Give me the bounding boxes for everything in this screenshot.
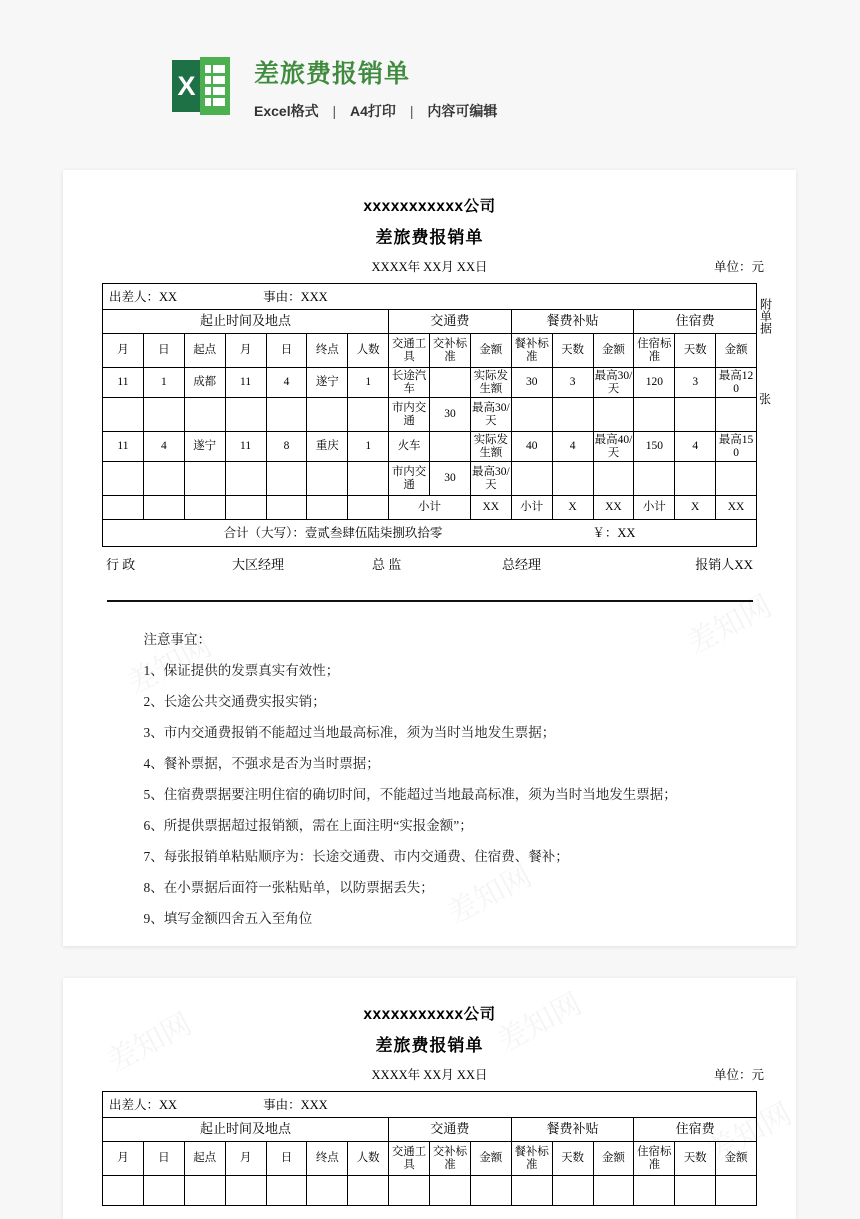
cell[interactable] xyxy=(225,462,266,496)
cell[interactable] xyxy=(184,398,225,432)
subtotal-lodging-label: 小计 xyxy=(634,496,675,520)
reason-label: 事由：XXX xyxy=(263,289,328,304)
cell[interactable] xyxy=(511,1176,552,1206)
cell[interactable]: 最高30/天 xyxy=(593,368,634,398)
col-end-month: 月 xyxy=(225,334,266,368)
cell[interactable]: 实际发生额 xyxy=(470,368,511,398)
cell[interactable]: 1 xyxy=(348,432,389,462)
note-item: 6、所提供票据超过报销额，需在上面注明“实报金额”； xyxy=(143,818,473,833)
notes-title: 注意事宜： xyxy=(143,632,211,647)
note-item: 7、每张报销单粘贴顺序为：长途交通费、市内交通费、住宿费、餐补； xyxy=(143,849,569,864)
cell[interactable] xyxy=(307,462,348,496)
col-meal-days: 天数 xyxy=(552,1142,593,1176)
cell[interactable] xyxy=(348,398,389,432)
cell[interactable] xyxy=(716,462,757,496)
group-trip: 起止时间及地点 xyxy=(103,1118,389,1142)
cell[interactable] xyxy=(307,398,348,432)
cell[interactable] xyxy=(348,496,389,520)
col-end-day: 日 xyxy=(266,1142,307,1176)
col-start-month: 月 xyxy=(103,334,144,368)
attachment-label-top: 附单据 xyxy=(758,298,773,334)
cell[interactable] xyxy=(266,496,307,520)
form-date: XXXX年 XX月 XX日 xyxy=(371,1068,488,1082)
cell[interactable] xyxy=(266,398,307,432)
expense-table xyxy=(102,283,757,547)
cell[interactable]: 市内交通 xyxy=(389,462,430,496)
group-transport: 交通费 xyxy=(389,310,512,334)
subtotal-meal-label: 小计 xyxy=(511,496,552,520)
page-subtitle xyxy=(254,102,497,120)
cell[interactable] xyxy=(634,1176,675,1206)
col-lodging-days: 天数 xyxy=(675,1142,716,1176)
note-item: 2、长途公共交通费实报实销； xyxy=(143,694,326,709)
expense-form xyxy=(63,170,796,934)
group-lodging: 住宿费 xyxy=(634,310,757,334)
col-lodging-amount: 金额 xyxy=(716,334,757,368)
table-row xyxy=(103,398,757,432)
cell[interactable] xyxy=(103,1176,144,1206)
meta-format: Excel格式 xyxy=(254,103,319,119)
cell[interactable] xyxy=(266,1176,307,1206)
group-meal: 餐费补贴 xyxy=(511,310,634,334)
form-date-row xyxy=(81,1065,778,1087)
cell[interactable] xyxy=(430,432,471,462)
cell[interactable] xyxy=(430,1176,471,1206)
cell[interactable]: 最高40/天 xyxy=(593,432,634,462)
group-trip: 起止时间及地点 xyxy=(103,310,389,334)
total-cell[interactable] xyxy=(103,520,757,547)
note-item: 3、市内交通费报销不能超过当地最高标准，须为当时当地发生票据； xyxy=(143,725,556,740)
cell[interactable]: 3 xyxy=(675,368,716,398)
page-title: 差旅费报销单 xyxy=(254,60,411,88)
form-company-name: xxxxxxxxxxx公司 xyxy=(363,1006,496,1023)
col-lodging-amount: 金额 xyxy=(716,1142,757,1176)
note-item: 9、填写金额四舍五入至角位 xyxy=(143,911,313,926)
table-group-header-row xyxy=(103,310,757,334)
expense-form-2 xyxy=(63,978,796,1206)
cell[interactable]: 40 xyxy=(511,432,552,462)
col-start-day: 日 xyxy=(143,1142,184,1176)
signature-admin[interactable]: 行 政 xyxy=(106,557,136,572)
table-row xyxy=(103,462,757,496)
cell[interactable]: 成都 xyxy=(184,368,225,398)
table-row xyxy=(103,1176,757,1206)
traveler-reason-cell[interactable] xyxy=(103,1092,757,1118)
cell[interactable] xyxy=(716,398,757,432)
cell[interactable] xyxy=(389,1176,430,1206)
col-destination: 终点 xyxy=(307,334,348,368)
logo-grid-cells xyxy=(205,65,225,107)
cell[interactable] xyxy=(266,462,307,496)
col-transport-standard: 交补标准 xyxy=(430,1142,471,1176)
cell[interactable] xyxy=(552,1176,593,1206)
cell[interactable]: 30 xyxy=(430,462,471,496)
cell[interactable] xyxy=(511,462,552,496)
cell[interactable] xyxy=(225,1176,266,1206)
note-item: 5、住宿费票据要注明住宿的确切时间，不能超过当地最高标准，须为当时当地发生票据； xyxy=(143,787,677,802)
col-end-month: 月 xyxy=(225,1142,266,1176)
meta-print: A4打印 xyxy=(350,103,396,119)
col-people-count: 人数 xyxy=(348,334,389,368)
section-divider xyxy=(107,600,753,602)
table-column-header-row xyxy=(103,1142,757,1176)
col-start-day: 日 xyxy=(143,334,184,368)
cell[interactable] xyxy=(470,1176,511,1206)
table-row xyxy=(103,432,757,462)
note-item: 1、保证提供的发票真实有效性； xyxy=(143,663,340,678)
brand-text xyxy=(254,57,497,120)
attachment-note xyxy=(752,298,778,408)
cell[interactable]: 3 xyxy=(552,368,593,398)
cell[interactable]: 最高30/天 xyxy=(470,462,511,496)
reason-label: 事由：XXX xyxy=(263,1097,328,1112)
cell[interactable]: 11 xyxy=(225,432,266,462)
group-transport: 交通费 xyxy=(389,1118,512,1142)
table-row xyxy=(103,368,757,398)
cell[interactable]: 4 xyxy=(266,368,307,398)
cell[interactable] xyxy=(225,496,266,520)
signature-regional-manager[interactable]: 大区经理 xyxy=(232,557,285,572)
expense-table-2 xyxy=(102,1091,757,1206)
cell[interactable]: 150 xyxy=(634,432,675,462)
table-column-header-row xyxy=(103,334,757,368)
cell[interactable] xyxy=(675,462,716,496)
form-title: 差旅费报销单 xyxy=(375,228,484,247)
cell[interactable] xyxy=(184,1176,225,1206)
cell[interactable] xyxy=(143,1176,184,1206)
table-total-row xyxy=(103,520,757,547)
page-header xyxy=(172,57,497,120)
note-item: 8、在小票据后面符一张粘贴单，以防票据丢失； xyxy=(143,880,434,895)
col-transport-standard: 交补标准 xyxy=(430,334,471,368)
table-meta-row xyxy=(103,1092,757,1118)
cell[interactable] xyxy=(634,398,675,432)
cell[interactable] xyxy=(307,1176,348,1206)
signature-general-manager[interactable]: 总经理 xyxy=(502,557,542,572)
table-group-header-row xyxy=(103,1118,757,1142)
subtotal-lodging-amount[interactable]: XX xyxy=(716,496,757,520)
cell[interactable] xyxy=(593,462,634,496)
attachment-label-bottom: 张 xyxy=(758,392,771,406)
cell[interactable]: 遂宁 xyxy=(307,368,348,398)
cell[interactable]: 4 xyxy=(552,432,593,462)
cell[interactable]: 1 xyxy=(143,368,184,398)
group-meal: 餐费补贴 xyxy=(511,1118,634,1142)
excel-logo-icon xyxy=(172,57,230,115)
col-meal-days: 天数 xyxy=(552,334,593,368)
cell[interactable] xyxy=(511,398,552,432)
cell[interactable]: 11 xyxy=(103,368,144,398)
cell[interactable]: 11 xyxy=(103,432,144,462)
cell[interactable] xyxy=(184,496,225,520)
traveler-label: 出差人：XX xyxy=(109,1097,178,1112)
col-transport-tool: 交通工具 xyxy=(389,1142,430,1176)
col-destination: 终点 xyxy=(307,1142,348,1176)
col-start-month: 月 xyxy=(103,1142,144,1176)
cell[interactable] xyxy=(348,462,389,496)
meta-separator-1: | xyxy=(332,103,337,119)
cell[interactable] xyxy=(675,1176,716,1206)
cell[interactable]: 最高30/天 xyxy=(470,398,511,432)
col-lodging-standard: 住宿标准 xyxy=(634,1142,675,1176)
notes-section xyxy=(100,624,760,934)
table-meta-row xyxy=(103,284,757,310)
document-card-2 xyxy=(63,978,796,1219)
col-transport-tool: 交通工具 xyxy=(389,334,430,368)
col-origin: 起点 xyxy=(184,334,225,368)
traveler-reason-cell[interactable] xyxy=(103,284,757,310)
cell[interactable] xyxy=(143,462,184,496)
cell[interactable] xyxy=(225,398,266,432)
cell[interactable] xyxy=(348,1176,389,1206)
cell[interactable] xyxy=(593,1176,634,1206)
cell[interactable] xyxy=(593,398,634,432)
cell[interactable]: 11 xyxy=(225,368,266,398)
cell[interactable] xyxy=(103,462,144,496)
traveler-label: 出差人：XX xyxy=(109,289,178,304)
cell[interactable]: 4 xyxy=(143,432,184,462)
col-end-day: 日 xyxy=(266,334,307,368)
form-date: XXXX年 XX月 XX日 xyxy=(371,260,488,274)
form-unit: 单位：元 xyxy=(713,1068,764,1082)
cell[interactable]: 1 xyxy=(348,368,389,398)
signature-claimant[interactable]: 报销人XX xyxy=(695,557,753,572)
total-amount: ￥：XX xyxy=(592,526,636,540)
cell[interactable] xyxy=(430,368,471,398)
signature-director[interactable]: 总 监 xyxy=(372,557,402,572)
document-card-1 xyxy=(63,170,796,946)
cell[interactable] xyxy=(143,398,184,432)
cell[interactable]: 120 xyxy=(634,368,675,398)
meta-editable: 内容可编辑 xyxy=(427,103,498,119)
table-subtotal-row xyxy=(103,496,757,520)
cell[interactable] xyxy=(716,1176,757,1206)
cell[interactable]: 30 xyxy=(511,368,552,398)
cell[interactable]: 市内交通 xyxy=(389,398,430,432)
subtotal-meal-amount[interactable]: XX xyxy=(593,496,634,520)
col-transport-amount: 金额 xyxy=(470,1142,511,1176)
logo-x-letter: X xyxy=(177,71,196,101)
cell[interactable]: 4 xyxy=(675,432,716,462)
cell[interactable]: 最高150 xyxy=(716,432,757,462)
cell[interactable] xyxy=(634,462,675,496)
cell[interactable]: 实际发生额 xyxy=(470,432,511,462)
form-unit: 单位：元 xyxy=(713,260,764,274)
form-title: 差旅费报销单 xyxy=(375,1036,484,1055)
note-item: 4、餐补票据，不强求是否为当时票据； xyxy=(143,756,380,771)
cell[interactable]: 最高120 xyxy=(716,368,757,398)
col-meal-amount: 金额 xyxy=(593,1142,634,1176)
form-company-name: xxxxxxxxxxx公司 xyxy=(363,198,496,215)
subtotal-transport-amount[interactable]: XX xyxy=(470,496,511,520)
total-words: 壹贰叁肆伍陆柒捌玖拾零 xyxy=(304,526,443,540)
cell[interactable]: 8 xyxy=(266,432,307,462)
cell[interactable] xyxy=(552,462,593,496)
cell[interactable]: 长途汽车 xyxy=(389,368,430,398)
cell[interactable] xyxy=(103,496,144,520)
col-meal-standard: 餐补标准 xyxy=(511,1142,552,1176)
meta-separator-2: | xyxy=(409,103,414,119)
subtotal-transport-label: 小计 xyxy=(389,496,471,520)
col-transport-amount: 金额 xyxy=(470,334,511,368)
form-date-row xyxy=(81,257,778,279)
cell[interactable]: 火车 xyxy=(389,432,430,462)
col-lodging-standard: 住宿标准 xyxy=(634,334,675,368)
col-lodging-days: 天数 xyxy=(675,334,716,368)
cell[interactable] xyxy=(143,496,184,520)
cell[interactable] xyxy=(184,462,225,496)
cell[interactable] xyxy=(103,398,144,432)
subtotal-meal-days[interactable]: X xyxy=(552,496,593,520)
signature-row xyxy=(102,554,757,573)
total-label: 合计（大写）： xyxy=(223,526,305,540)
cell[interactable] xyxy=(675,398,716,432)
subtotal-lodging-days[interactable]: X xyxy=(675,496,716,520)
cell[interactable] xyxy=(307,496,348,520)
cell[interactable]: 重庆 xyxy=(307,432,348,462)
col-meal-standard: 餐补标准 xyxy=(511,334,552,368)
group-lodging: 住宿费 xyxy=(634,1118,757,1142)
col-people-count: 人数 xyxy=(348,1142,389,1176)
col-meal-amount: 金额 xyxy=(593,334,634,368)
cell[interactable]: 遂宁 xyxy=(184,432,225,462)
cell[interactable]: 30 xyxy=(430,398,471,432)
col-origin: 起点 xyxy=(184,1142,225,1176)
cell[interactable] xyxy=(552,398,593,432)
